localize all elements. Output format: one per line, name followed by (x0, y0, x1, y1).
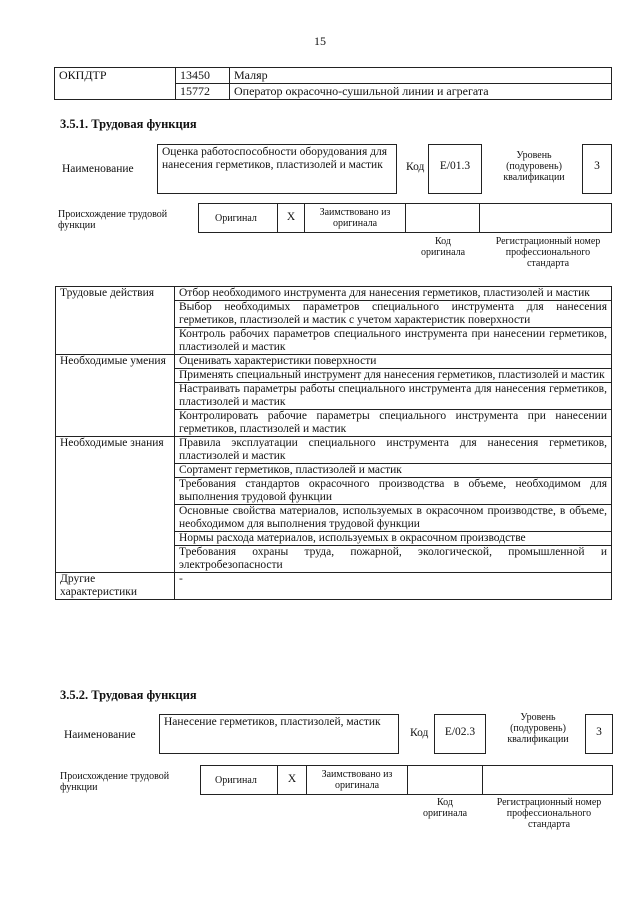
tf1-details-table (55, 286, 612, 600)
tf2-original-mark: X (277, 765, 307, 795)
okpdtr-code: 13450 (176, 68, 230, 84)
page-number: 15 (314, 34, 326, 48)
tf1-reg-number-cell (479, 203, 612, 233)
section-item: Настраивать параметры работы специального инструмента для нанесения герметиков, пластизолей и мастик (175, 383, 612, 410)
tf1-name-label: Наименование (62, 163, 134, 175)
section-item: - (175, 573, 612, 600)
section-item: Контроль рабочих параметров специального инструмента при нанесении герметиков, пластизолей и мастик (175, 328, 612, 355)
tf1-reg-number-label: Регистрационный номер профессионального стандарта (495, 236, 601, 269)
okpdtr-label: ОКПДТР (55, 68, 176, 100)
section-item: Контролировать рабочие параметры специального инструмента при нанесении герметиков, пластизолей и мастик (175, 410, 612, 437)
tf2-original-box (200, 765, 278, 795)
section-item: Оценивать характеристики поверхности (175, 355, 612, 369)
tf1-code-value: E/01.3 (428, 144, 482, 194)
section-item: Требования охраны труда, пожарной, экологической, промышленной и электробезопасности (175, 546, 612, 573)
section-item: Сортамент герметиков, пластизолей и мастик (175, 464, 612, 478)
section-item: Применять специальный инструмент для нанесения герметиков, пластизолей и мастик (175, 369, 612, 383)
tf1-original-label: Оригинал (215, 213, 257, 224)
okpdtr-name: Маляр (230, 68, 612, 84)
tf2-orig-code-label: Код оригинала (422, 797, 468, 819)
tf1-code-label: Код (406, 161, 425, 173)
okpdtr-code: 15772 (176, 84, 230, 100)
section-item: Выбор необходимых параметров специального инструмента для нанесения герметиков, пластизолей и мастик с учетом характеристик поверхности (175, 301, 612, 328)
section-label: Другие характеристики (56, 573, 175, 600)
section-item: Правила эксплуатации специального инструмента для нанесения герметиков, пластизолей и мастик (175, 437, 612, 464)
tf2-heading: 3.5.2. Трудовая функция (60, 688, 197, 702)
tf1-original-mark: X (277, 203, 305, 233)
section-item: Нормы расхода материалов, используемых в окрасочном производстве (175, 532, 612, 546)
tf2-name-label: Наименование (64, 729, 136, 741)
tf1-origin-label: Происхождение трудовой функции (58, 209, 168, 231)
tf2-borrowed-label: Заимствовано из оригинала (306, 765, 408, 795)
section-item: Требования стандартов окрасочного производства в объеме, необходимом для выполнения трудовой функции (175, 478, 612, 505)
tf2-original-label: Оригинал (215, 775, 257, 786)
tf2-level-label: Уровень (подуровень) квалификации (507, 712, 569, 745)
tf1-original-box (198, 203, 278, 233)
tf1-name-value: Оценка работоспособности оборудования для нанесения герметиков, пластизолей и мастик (157, 144, 397, 194)
section-label: Необходимые умения (56, 355, 175, 437)
tf2-name-value: Нанесение герметиков, пластизолей, мастик (159, 714, 399, 754)
tf2-code-label: Код (410, 727, 429, 739)
okpdtr-table (54, 67, 612, 100)
okpdtr-name: Оператор окрасочно-сушильной линии и агрегата (230, 84, 612, 100)
section-item: Отбор необходимого инструмента для нанесения герметиков, пластизолей и мастик (175, 287, 612, 301)
tf1-level-value: 3 (582, 144, 612, 194)
tf2-level-value: 3 (585, 714, 613, 754)
tf1-orig-code-label: Код оригинала (420, 236, 466, 258)
tf2-reg-number-label: Регистрационный номер профессионального стандарта (496, 797, 602, 830)
tf1-level-label: Уровень (подуровень) квалификации (503, 150, 565, 183)
tf2-code-value: E/02.3 (434, 714, 486, 754)
section-label: Трудовые действия (56, 287, 175, 355)
tf2-origin-label: Происхождение трудовой функции (60, 771, 170, 793)
tf2-reg-number-cell (482, 765, 613, 795)
tf1-borrowed-label: Заимствовано из оригинала (304, 203, 406, 233)
tf1-orig-code-cell (405, 203, 480, 233)
section-item: Основные свойства материалов, используемых в окрасочном производстве, в объеме, необходимом для выполнения трудовой функции (175, 505, 612, 532)
section-label: Необходимые знания (56, 437, 175, 573)
tf1-heading: 3.5.1. Трудовая функция (60, 117, 197, 131)
tf2-orig-code-cell (407, 765, 483, 795)
